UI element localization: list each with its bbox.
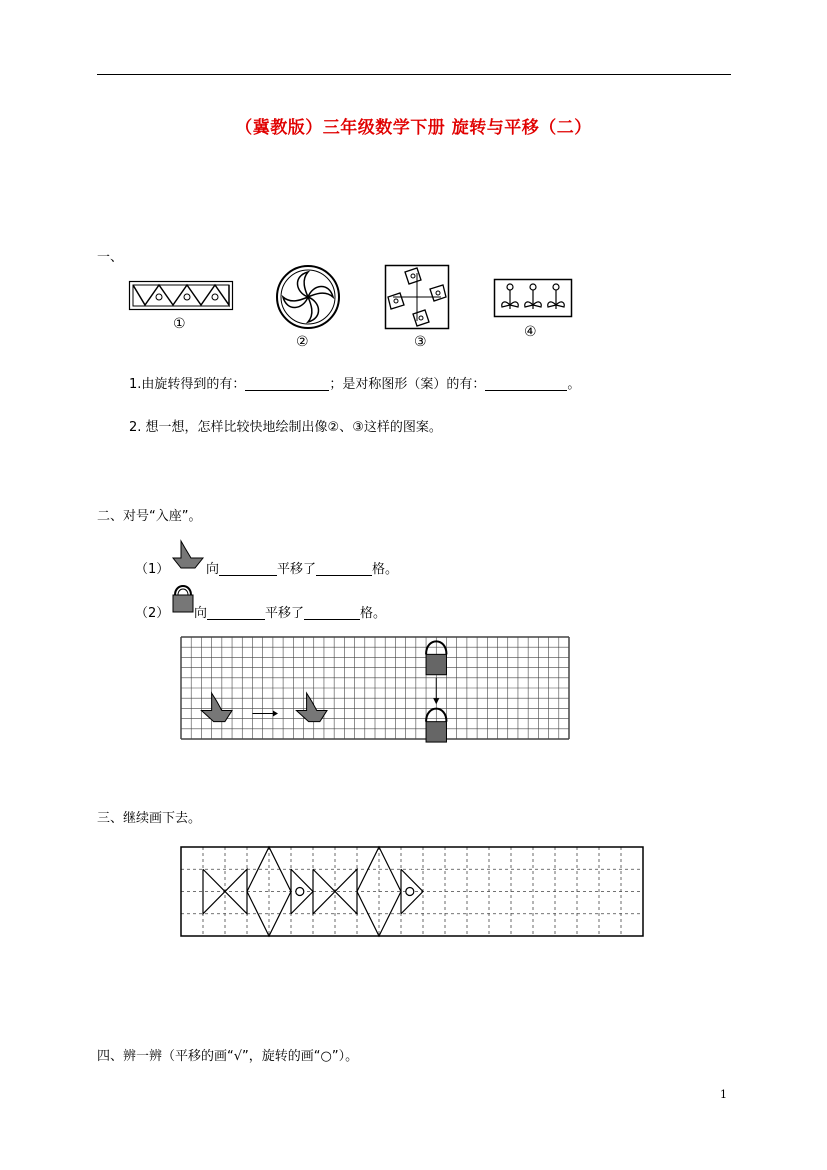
page-number: 1 bbox=[720, 1088, 727, 1101]
item-1-suffix: 格。 bbox=[372, 562, 399, 577]
arrow-right-head bbox=[273, 710, 278, 716]
item-2-dir: 向 bbox=[194, 606, 208, 621]
item-2-suffix: 格。 bbox=[360, 606, 387, 621]
basket-icon bbox=[172, 581, 194, 613]
three-flowers-pattern-icon bbox=[494, 279, 572, 317]
figure-label-3: ③ bbox=[414, 334, 427, 350]
figure-label-4: ④ bbox=[524, 324, 537, 340]
item-2-steps-blank[interactable] bbox=[304, 606, 360, 620]
translation-grid bbox=[180, 636, 570, 740]
question-1 bbox=[129, 373, 580, 392]
page-title: （冀教版）三年级数学下册 旋转与平移（二） bbox=[235, 118, 592, 138]
item-2-mid: 平移了 bbox=[265, 606, 305, 621]
pattern-grid bbox=[180, 846, 645, 938]
item-1-direction-blank[interactable] bbox=[219, 562, 277, 576]
figure-label-1: ① bbox=[173, 316, 186, 332]
item-1-number: （1） bbox=[135, 562, 170, 577]
fish-eye bbox=[296, 888, 304, 896]
figure-label-2: ② bbox=[296, 334, 309, 350]
arrow-down-head bbox=[433, 698, 439, 704]
basket-body bbox=[426, 722, 446, 742]
question-1-middle: ；是对称图形（案）的有： bbox=[329, 377, 486, 392]
fish-eye bbox=[406, 888, 414, 896]
item-1-mid: 平移了 bbox=[277, 562, 317, 577]
item-1-steps-blank[interactable] bbox=[316, 562, 372, 576]
item-2-number: （2） bbox=[135, 606, 170, 621]
section2-heading: 二、对号“入座”。 bbox=[97, 509, 202, 524]
section4-heading: 四、辨一辨（平移的画“√”，旋转的画“○”）。 bbox=[97, 1049, 359, 1064]
question-1-suffix: 。 bbox=[567, 377, 581, 392]
question-1-prefix: 1.由旋转得到的有： bbox=[129, 377, 246, 392]
section1-heading: 一、 bbox=[97, 250, 124, 265]
answer-blank-rotation[interactable] bbox=[245, 377, 329, 391]
pinwheel-circle-pattern-icon bbox=[275, 264, 341, 330]
question-2: 2. 想一想，怎样比较快地绘制出像②、③这样的图案。 bbox=[129, 420, 442, 435]
item-1-dir: 向 bbox=[206, 562, 220, 577]
top-rule bbox=[97, 74, 731, 75]
boat-shape bbox=[201, 693, 232, 722]
answer-blank-symmetric[interactable] bbox=[485, 377, 567, 391]
boat-icon bbox=[171, 540, 205, 570]
item-1 bbox=[135, 558, 169, 577]
section3-heading: 三、继续画下去。 bbox=[97, 811, 202, 826]
item-2 bbox=[135, 602, 169, 621]
item-1-text bbox=[206, 558, 398, 577]
diamond-flower-pattern-icon bbox=[385, 265, 449, 329]
basket-body bbox=[426, 654, 446, 674]
boat-shape bbox=[296, 693, 327, 722]
crown-band-pattern-icon bbox=[129, 281, 233, 311]
item-2-direction-blank[interactable] bbox=[207, 606, 265, 620]
item-2-text bbox=[194, 602, 386, 621]
